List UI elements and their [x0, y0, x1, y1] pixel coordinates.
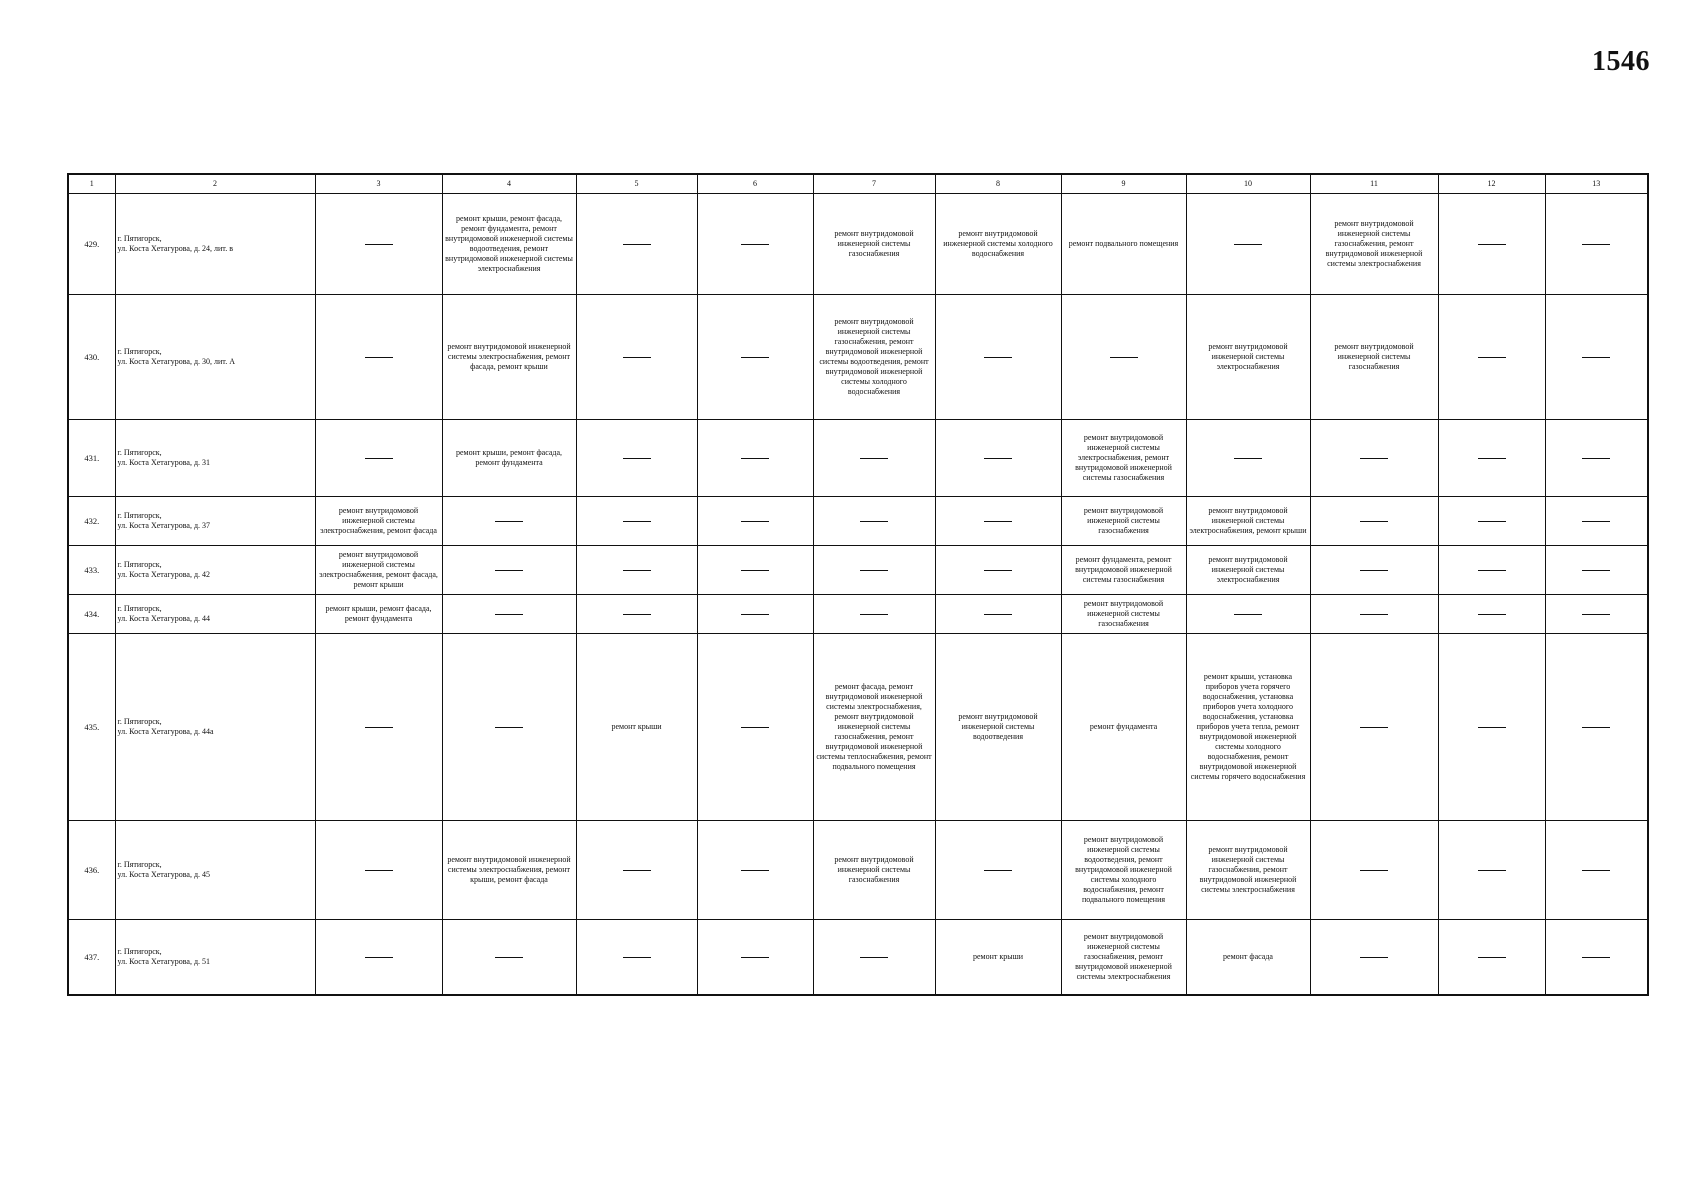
work-type-cell — [813, 821, 935, 920]
work-type-cell — [442, 194, 576, 295]
empty-dash — [623, 521, 651, 522]
cell-text: ремонт внутридомовой инженерной системы электроснабжения, ремонт фасада, ремонт крыши — [447, 342, 571, 371]
work-type-cell — [1061, 920, 1186, 996]
row-number-cell — [68, 595, 115, 634]
empty-dash — [984, 570, 1012, 571]
cell-text: ремонт внутридомовой инженерной системы электроснабжения, ремонт фасада, ремонт крыши — [319, 550, 438, 589]
work-type-cell — [576, 634, 697, 821]
work-type-cell — [1438, 497, 1545, 546]
cell-text: ремонт крыши, ремонт фасада, ремонт фундамента — [325, 604, 432, 623]
work-type-cell — [935, 595, 1061, 634]
empty-dash — [623, 957, 651, 958]
empty-dash — [1360, 458, 1388, 459]
work-type-cell — [1438, 595, 1545, 634]
cell-text: ремонт внутридомовой инженерной системы газоснабжения — [834, 229, 914, 258]
cell-text: ремонт внутридомовой инженерной системы газоснабжения, ремонт внутридомовой инженерной системы водоотведения, ремонт внутридомовой инженерной системы холодного водоснабжения — [819, 317, 929, 396]
column-header: 12 — [1438, 174, 1545, 194]
work-type-cell — [442, 497, 576, 546]
empty-dash — [1582, 521, 1610, 522]
work-type-cell — [813, 497, 935, 546]
cell-text: 430. — [84, 351, 100, 362]
work-type-cell — [1186, 420, 1310, 497]
work-type-cell — [1186, 194, 1310, 295]
empty-dash — [860, 458, 888, 459]
empty-dash — [984, 870, 1012, 871]
work-type-cell — [315, 920, 442, 996]
work-type-cell — [697, 194, 813, 295]
empty-dash — [1360, 727, 1388, 728]
column-header: 1 — [68, 174, 115, 194]
table-row — [68, 821, 1648, 920]
cell-text: ремонт крыши, ремонт фасада, ремонт фундамента — [455, 448, 563, 467]
work-type-cell — [576, 497, 697, 546]
empty-dash — [1360, 614, 1388, 615]
empty-dash — [1582, 727, 1610, 728]
column-header: 10 — [1186, 174, 1310, 194]
empty-dash — [1360, 570, 1388, 571]
cell-text: 429. — [84, 238, 100, 249]
address-cell — [115, 821, 315, 920]
work-type-cell — [1545, 920, 1648, 996]
empty-dash — [1582, 570, 1610, 571]
work-type-cell — [576, 295, 697, 420]
empty-dash — [1582, 244, 1610, 245]
empty-dash — [1582, 357, 1610, 358]
work-type-cell — [576, 920, 697, 996]
work-type-cell — [813, 420, 935, 497]
empty-dash — [365, 727, 393, 728]
work-type-cell — [1186, 546, 1310, 595]
work-type-cell — [1186, 920, 1310, 996]
empty-dash — [623, 244, 651, 245]
repair-schedule-table — [67, 173, 1649, 996]
empty-dash — [495, 957, 523, 958]
empty-dash — [1360, 521, 1388, 522]
work-type-cell — [813, 634, 935, 821]
address-text: г. Пятигорск, ул. Коста Хетагурова, д. 44 — [117, 604, 211, 623]
work-type-cell — [813, 920, 935, 996]
empty-dash — [741, 521, 769, 522]
cell-text: ремонт внутридомовой инженерной системы газоснабжения — [1334, 342, 1414, 371]
cell-text: ремонт фундамента — [1089, 722, 1158, 731]
cell-text: 433. — [84, 564, 100, 575]
column-header: 4 — [442, 174, 576, 194]
cell-text: ремонт подвального помещения — [1068, 239, 1179, 248]
empty-dash — [741, 870, 769, 871]
empty-dash — [623, 570, 651, 571]
work-type-cell — [697, 821, 813, 920]
row-number-cell — [68, 821, 115, 920]
work-type-cell — [697, 920, 813, 996]
column-number-row — [68, 174, 1648, 194]
work-type-cell — [1545, 295, 1648, 420]
empty-dash — [495, 570, 523, 571]
table-row — [68, 595, 1648, 634]
address-text: г. Пятигорск, ул. Коста Хетагурова, д. 24, лит. в — [117, 234, 233, 253]
work-type-cell — [442, 295, 576, 420]
empty-dash — [741, 570, 769, 571]
column-header: 3 — [315, 174, 442, 194]
column-header: 2 — [115, 174, 315, 194]
empty-dash — [984, 614, 1012, 615]
empty-dash — [1360, 957, 1388, 958]
address-text: г. Пятигорск, ул. Коста Хетагурова, д. 42 — [117, 560, 211, 579]
address-text: г. Пятигорск, ул. Коста Хетагурова, д. 31 — [117, 448, 211, 467]
table-row — [68, 194, 1648, 295]
work-type-cell — [442, 821, 576, 920]
empty-dash — [741, 458, 769, 459]
cell-text: 437. — [84, 951, 100, 962]
work-type-cell — [315, 634, 442, 821]
work-type-cell — [813, 595, 935, 634]
cell-text: ремонт внутридомовой инженерной системы холодного водоснабжения — [943, 229, 1053, 258]
address-text: г. Пятигорск, ул. Коста Хетагурова, д. 44а — [117, 717, 214, 736]
cell-text: ремонт крыши — [972, 952, 1024, 961]
cell-text: ремонт фасада, ремонт внутридомовой инженерной системы электроснабжения, ремонт внутридомовой инженерной системы газоснабжения, ремонт внутридомовой инженерной системы теплоснабжения, ремонт подвального помещения — [816, 682, 932, 771]
address-text: г. Пятигорск, ул. Коста Хетагурова, д. 45 — [117, 860, 211, 879]
work-type-cell — [935, 497, 1061, 546]
column-header: 11 — [1310, 174, 1438, 194]
empty-dash — [1478, 957, 1506, 958]
empty-dash — [860, 614, 888, 615]
work-type-cell — [1310, 920, 1438, 996]
work-type-cell — [1186, 295, 1310, 420]
empty-dash — [365, 870, 393, 871]
address-cell — [115, 634, 315, 821]
work-type-cell — [1061, 634, 1186, 821]
cell-text: ремонт внутридомовой инженерной системы газоснабжения — [1083, 506, 1164, 535]
address-cell — [115, 420, 315, 497]
address-cell — [115, 920, 315, 996]
work-type-cell — [315, 295, 442, 420]
table-body — [68, 194, 1648, 996]
work-type-cell — [697, 634, 813, 821]
cell-text: ремонт внутридомовой инженерной системы электроснабжения — [1208, 555, 1288, 584]
work-type-cell — [1545, 821, 1648, 920]
work-type-cell — [1061, 497, 1186, 546]
work-type-cell — [1545, 595, 1648, 634]
cell-text: 435. — [84, 721, 100, 732]
work-type-cell — [1186, 595, 1310, 634]
work-type-cell — [315, 194, 442, 295]
work-type-cell — [1310, 634, 1438, 821]
work-type-cell — [935, 420, 1061, 497]
empty-dash — [860, 521, 888, 522]
work-type-cell — [576, 546, 697, 595]
work-type-cell — [813, 546, 935, 595]
work-type-cell — [1310, 595, 1438, 634]
work-type-cell — [1545, 194, 1648, 295]
work-type-cell — [935, 295, 1061, 420]
work-type-cell — [1061, 595, 1186, 634]
cell-text: ремонт внутридомовой инженерной системы водоотведения, ремонт внутридомовой инженерной системы холодного водоснабжения, ремонт подвального помещения — [1075, 835, 1172, 904]
table-row — [68, 920, 1648, 996]
empty-dash — [495, 521, 523, 522]
work-type-cell — [576, 194, 697, 295]
column-header: 7 — [813, 174, 935, 194]
empty-dash — [623, 870, 651, 871]
work-type-cell — [442, 920, 576, 996]
address-cell — [115, 194, 315, 295]
work-type-cell — [576, 595, 697, 634]
address-text: г. Пятигорск, ул. Коста Хетагурова, д. 37 — [117, 511, 211, 530]
page-number: 1546 — [1592, 46, 1650, 77]
work-type-cell — [697, 295, 813, 420]
work-type-cell — [1438, 920, 1545, 996]
work-type-cell — [697, 546, 813, 595]
empty-dash — [741, 614, 769, 615]
address-cell — [115, 595, 315, 634]
work-type-cell — [1545, 546, 1648, 595]
work-type-cell — [1186, 497, 1310, 546]
work-type-cell — [1310, 295, 1438, 420]
cell-text: ремонт крыши, ремонт фасада, ремонт фундамента, ремонт внутридомовой инженерной системы водоотведения, ремонт внутридомовой инженерной системы электроснабжения — [445, 214, 573, 273]
empty-dash — [1582, 957, 1610, 958]
cell-text: ремонт внутридомовой инженерной системы газоснабжения, ремонт внутридомовой инженерной системы электроснабжения — [1199, 845, 1297, 894]
work-type-cell — [697, 595, 813, 634]
column-header: 8 — [935, 174, 1061, 194]
empty-dash — [495, 614, 523, 615]
empty-dash — [623, 357, 651, 358]
work-type-cell — [1438, 420, 1545, 497]
empty-dash — [860, 957, 888, 958]
empty-dash — [1234, 614, 1262, 615]
column-header: 9 — [1061, 174, 1186, 194]
address-text: г. Пятигорск, ул. Коста Хетагурова, д. 30, лит. А — [117, 347, 235, 366]
work-type-cell — [1438, 295, 1545, 420]
empty-dash — [1478, 870, 1506, 871]
work-type-cell — [1438, 821, 1545, 920]
cell-text: ремонт фундамента, ремонт внутридомовой инженерной системы газоснабжения — [1075, 555, 1172, 584]
empty-dash — [365, 957, 393, 958]
empty-dash — [1478, 357, 1506, 358]
row-number-cell — [68, 497, 115, 546]
cell-text: ремонт внутридомовой инженерной системы электроснабжения, ремонт крыши — [1189, 506, 1307, 535]
address-cell — [115, 546, 315, 595]
work-type-cell — [697, 420, 813, 497]
empty-dash — [741, 244, 769, 245]
cell-text: ремонт крыши, установка приборов учета горячего водоснабжения, установка приборов учета холодного водоснабжения, установка приборов учета тепла, ремонт внутридомовой инженерной системы холодного водоснабжения, ремонт внутридомовой инженерной системы горячего водоснабжения — [1190, 672, 1306, 781]
work-type-cell — [1061, 821, 1186, 920]
work-type-cell — [1061, 295, 1186, 420]
empty-dash — [1234, 458, 1262, 459]
cell-text: ремонт фасада — [1223, 952, 1273, 961]
empty-dash — [1582, 870, 1610, 871]
empty-dash — [365, 244, 393, 245]
empty-dash — [1234, 244, 1262, 245]
empty-dash — [1478, 521, 1506, 522]
work-type-cell — [315, 420, 442, 497]
work-type-cell — [442, 420, 576, 497]
empty-dash — [623, 458, 651, 459]
table-row — [68, 634, 1648, 821]
work-type-cell — [576, 821, 697, 920]
empty-dash — [860, 570, 888, 571]
empty-dash — [1582, 458, 1610, 459]
work-type-cell — [1310, 194, 1438, 295]
work-type-cell — [935, 194, 1061, 295]
work-type-cell — [442, 595, 576, 634]
work-type-cell — [315, 595, 442, 634]
work-type-cell — [1186, 821, 1310, 920]
work-type-cell — [697, 497, 813, 546]
table-row — [68, 420, 1648, 497]
work-type-cell — [1438, 634, 1545, 821]
work-type-cell — [935, 546, 1061, 595]
work-type-cell — [1310, 821, 1438, 920]
empty-dash — [1478, 727, 1506, 728]
work-type-cell — [935, 821, 1061, 920]
cell-text: ремонт внутридомовой инженерной системы электроснабжения, ремонт внутридомовой инженерной системы газоснабжения — [1075, 433, 1172, 482]
work-type-cell — [935, 920, 1061, 996]
cell-text: ремонт внутридомовой инженерной системы газоснабжения, ремонт внутридомовой инженерной системы электроснабжения — [1325, 219, 1423, 268]
work-type-cell — [813, 194, 935, 295]
work-type-cell — [813, 295, 935, 420]
row-number-cell — [68, 920, 115, 996]
cell-text: ремонт внутридомовой инженерной системы газоснабжения — [1083, 599, 1164, 628]
work-type-cell — [1061, 194, 1186, 295]
cell-text: 434. — [84, 608, 100, 619]
table-row — [68, 295, 1648, 420]
empty-dash — [365, 458, 393, 459]
empty-dash — [1478, 614, 1506, 615]
work-type-cell — [1186, 634, 1310, 821]
cell-text: ремонт внутридомовой инженерной системы водоотведения — [958, 712, 1038, 741]
work-type-cell — [315, 821, 442, 920]
work-type-cell — [1310, 497, 1438, 546]
work-type-cell — [1438, 546, 1545, 595]
work-type-cell — [576, 420, 697, 497]
repair-schedule-table-wrap — [67, 173, 1647, 996]
empty-dash — [1478, 244, 1506, 245]
empty-dash — [1110, 357, 1138, 358]
column-header: 6 — [697, 174, 813, 194]
work-type-cell — [442, 546, 576, 595]
work-type-cell — [1438, 194, 1545, 295]
cell-text: ремонт внутридомовой инженерной системы газоснабжения — [834, 855, 914, 884]
row-number-cell — [68, 194, 115, 295]
empty-dash — [1582, 614, 1610, 615]
cell-text: 431. — [84, 452, 100, 463]
row-number-cell — [68, 295, 115, 420]
work-type-cell — [1310, 546, 1438, 595]
address-text: г. Пятигорск, ул. Коста Хетагурова, д. 51 — [117, 947, 211, 966]
address-cell — [115, 497, 315, 546]
table-row — [68, 497, 1648, 546]
empty-dash — [623, 614, 651, 615]
empty-dash — [984, 458, 1012, 459]
work-type-cell — [315, 497, 442, 546]
empty-dash — [741, 727, 769, 728]
work-type-cell — [1061, 420, 1186, 497]
table-row — [68, 546, 1648, 595]
cell-text: 436. — [84, 864, 100, 875]
work-type-cell — [1061, 546, 1186, 595]
empty-dash — [984, 357, 1012, 358]
work-type-cell — [1545, 420, 1648, 497]
cell-text: ремонт внутридомовой инженерной системы электроснабжения, ремонт фасада — [320, 506, 437, 535]
empty-dash — [741, 957, 769, 958]
cell-text: 432. — [84, 515, 100, 526]
empty-dash — [365, 357, 393, 358]
work-type-cell — [1310, 420, 1438, 497]
work-type-cell — [1545, 634, 1648, 821]
cell-text: ремонт внутридомовой инженерной системы электроснабжения — [1208, 342, 1288, 371]
empty-dash — [741, 357, 769, 358]
work-type-cell — [315, 546, 442, 595]
row-number-cell — [68, 634, 115, 821]
empty-dash — [495, 727, 523, 728]
row-number-cell — [68, 546, 115, 595]
row-number-cell — [68, 420, 115, 497]
empty-dash — [1478, 570, 1506, 571]
empty-dash — [1360, 870, 1388, 871]
work-type-cell — [935, 634, 1061, 821]
cell-text: ремонт крыши — [611, 722, 662, 731]
empty-dash — [1478, 458, 1506, 459]
work-type-cell — [1545, 497, 1648, 546]
cell-text: ремонт внутридомовой инженерной системы газоснабжения, ремонт внутридомовой инженерной системы электроснабжения — [1075, 932, 1172, 981]
address-cell — [115, 295, 315, 420]
column-header: 5 — [576, 174, 697, 194]
cell-text: ремонт внутридомовой инженерной системы электроснабжения, ремонт крыши, ремонт фасада — [447, 855, 571, 884]
empty-dash — [984, 521, 1012, 522]
column-header: 13 — [1545, 174, 1648, 194]
work-type-cell — [442, 634, 576, 821]
